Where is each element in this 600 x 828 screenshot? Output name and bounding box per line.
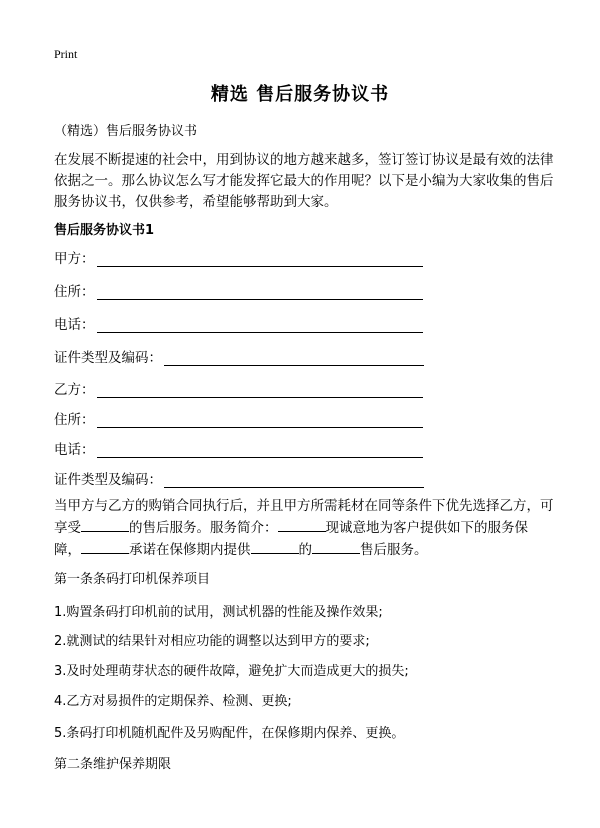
inline-blank[interactable] <box>251 539 299 554</box>
party-b-blank[interactable] <box>97 382 423 398</box>
party-a-id-field <box>54 344 424 366</box>
party-a-address-blank[interactable] <box>97 284 423 300</box>
field-label: 甲方： <box>54 251 95 267</box>
list-item: 1.购置条码打印机前的试用，测试机器的性能及操作效果; <box>54 605 383 620</box>
party-a-address-field <box>54 278 423 300</box>
field-label: 电话： <box>54 442 95 458</box>
article-2-title: 第二条维护保养期限 <box>54 757 172 772</box>
field-label: 住所： <box>54 412 95 428</box>
field-label: 乙方： <box>54 382 95 398</box>
document-subtitle: （精选）售后服务协议书 <box>54 124 198 139</box>
inline-blank[interactable] <box>312 539 360 554</box>
field-label: 证件类型及编码： <box>54 472 162 488</box>
service-clause-paragraph: 当甲方与乙方的购销合同执行后，并且甲方所需耗材在同等条件下优先选择乙方，可享受 的售后服务。服务简介： 现诚意地为客户提供如下的服务保障， 承诺在保修期内提供 的 售后服务。 <box>54 498 554 558</box>
list-item: 2.就测试的结果针对相应功能的调整以达到甲方的要求; <box>54 634 370 649</box>
inline-blank[interactable] <box>278 517 326 532</box>
party-a-field <box>54 245 423 267</box>
party-b-address-field <box>54 406 423 428</box>
party-a-phone-blank[interactable] <box>97 317 423 333</box>
party-a-phone-field <box>54 311 423 333</box>
section-title: 售后服务协议书1 <box>54 223 155 238</box>
print-link[interactable]: Print <box>54 47 78 61</box>
list-item: 3.及时处理萌芽状态的硬件故障，避免扩大而造成更大的损失; <box>54 664 409 679</box>
party-a-id-blank[interactable] <box>164 350 424 366</box>
list-item: 4.乙方对易损件的定期保养、检测、更换; <box>54 694 292 709</box>
article-1-title: 第一条条码打印机保养项目 <box>54 572 211 587</box>
party-b-field <box>54 376 423 398</box>
field-label: 住所： <box>54 284 95 300</box>
party-b-id-blank[interactable] <box>164 472 424 488</box>
party-b-phone-blank[interactable] <box>97 442 423 458</box>
party-b-address-blank[interactable] <box>97 412 423 428</box>
inline-blank[interactable] <box>81 539 129 554</box>
document-title: 精选 售后服务协议书 <box>210 84 390 105</box>
field-label: 电话： <box>54 317 95 333</box>
field-label: 证件类型及编码： <box>54 350 162 366</box>
party-b-id-field <box>54 466 424 488</box>
list-item: 5.条码打印机随机配件及另购配件，在保修期内保养、更换。 <box>54 726 405 741</box>
party-b-phone-field <box>54 436 423 458</box>
inline-blank[interactable] <box>81 517 129 532</box>
intro-paragraph: 在发展不断提速的社会中，用到协议的地方越来越多，签订签订协议是最有效的法律依据之一。那么协议怎么写才能发挥它最大的作用呢？以下是小编为大家收集的售后服务协议书，仅供参考，希望能够帮助到大家。 <box>54 152 554 210</box>
party-a-blank[interactable] <box>97 251 423 267</box>
